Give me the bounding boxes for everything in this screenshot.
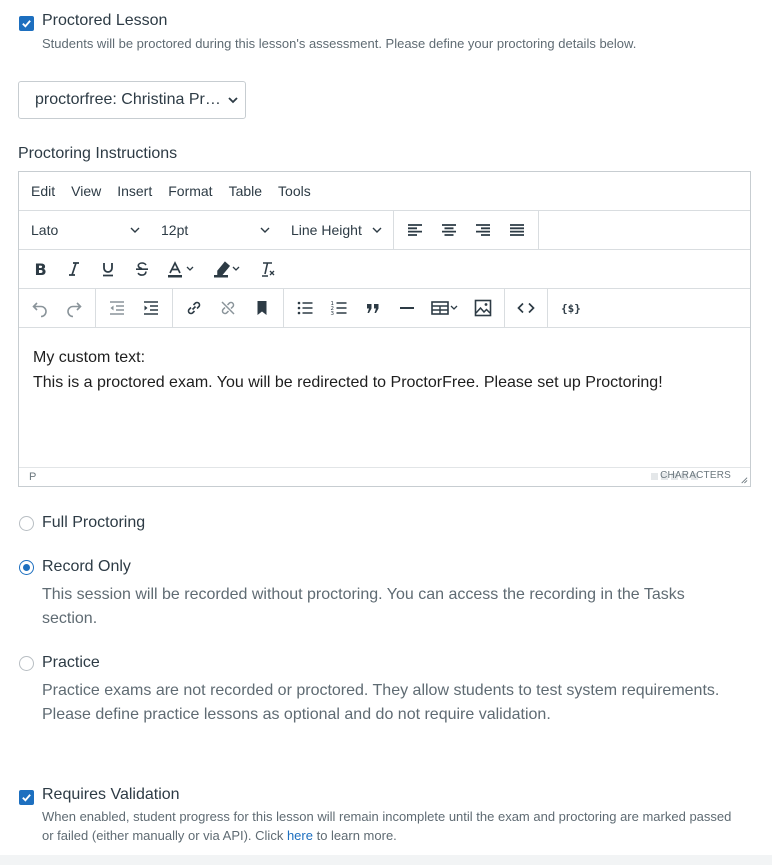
menu-insert[interactable]: Insert: [117, 183, 153, 199]
link-icon: [185, 299, 203, 317]
text-color-icon: [167, 260, 195, 278]
italic-button[interactable]: [57, 250, 91, 288]
quote-icon: [364, 299, 382, 317]
validation-description-suffix: to learn more.: [312, 828, 397, 843]
font-size-value: 12pt: [161, 222, 189, 238]
align-justify-button[interactable]: [500, 211, 534, 249]
redo-button[interactable]: [57, 289, 91, 327]
svg-text:3: 3: [330, 311, 334, 317]
page-footer-band: [0, 855, 772, 865]
requires-validation-description: [42, 807, 742, 845]
menu-table[interactable]: Table: [228, 183, 263, 199]
strikethrough-button[interactable]: [125, 250, 159, 288]
chevron-down-icon: [227, 94, 239, 106]
requires-validation-checkbox[interactable]: [19, 790, 34, 805]
proctor-select-value: proctorfree: Christina Pr…: [35, 91, 221, 108]
horizontal-rule-button[interactable]: [390, 289, 424, 327]
requires-validation-label: Requires Validation: [42, 786, 180, 803]
record-only-description: This session will be recorded without proctoring. You can access the recording in the Tasks section.: [42, 586, 685, 627]
source-code-button[interactable]: [509, 289, 543, 327]
editor-statusbar: [19, 468, 750, 485]
indent-button[interactable]: [134, 289, 168, 327]
editor-content[interactable]: [19, 328, 750, 468]
undo-icon: [31, 299, 49, 317]
chevron-down-icon: [371, 224, 383, 236]
font-family-select[interactable]: [19, 211, 149, 249]
outdent-button[interactable]: [100, 289, 134, 327]
align-right-icon: [474, 221, 492, 239]
bookmark-icon: [253, 299, 271, 317]
code-group: [505, 289, 548, 327]
font-family-value: Lato: [31, 222, 59, 238]
numbered-list-icon: [330, 299, 348, 317]
redo-icon: [65, 299, 83, 317]
chevron-down-icon: [129, 224, 141, 236]
learn-more-link[interactable]: here: [286, 828, 313, 843]
chevron-down-icon: [259, 224, 271, 236]
radio-full-proctoring[interactable]: [19, 516, 34, 531]
character-count-label: CHARACTERS: [660, 470, 731, 481]
underline-icon: [99, 260, 117, 278]
bold-icon: [31, 260, 49, 278]
code-icon: [517, 299, 535, 317]
proctored-lesson-checkbox[interactable]: [19, 16, 34, 31]
link-group: [173, 289, 284, 327]
menu-tools[interactable]: Tools: [278, 183, 311, 199]
radio-record-only[interactable]: [19, 560, 34, 575]
numbered-list-button[interactable]: [322, 289, 356, 327]
align-center-icon: [440, 221, 458, 239]
insert-link-button[interactable]: [177, 289, 211, 327]
svg-text:{$}: {$}: [561, 302, 581, 315]
editor-menubar: [19, 172, 750, 211]
line-height-select[interactable]: [279, 211, 393, 249]
bold-button[interactable]: [23, 250, 57, 288]
validation-description-text: When enabled, student progress for this lesson will remain incomplete until the exam and proctoring are marked passed or failed (either manually or via API). Click: [42, 809, 732, 843]
align-justify-icon: [508, 221, 526, 239]
variable-braces-icon: [560, 299, 581, 317]
toolbar-row-insert: [19, 289, 750, 328]
resize-handle-icon[interactable]: [739, 475, 748, 484]
content-line: This is a proctored exam. You will be redirected to ProctorFree. Please set up Proctoring!: [33, 374, 663, 391]
insert-variable-button[interactable]: [552, 289, 586, 327]
svg-text:B: B: [34, 260, 47, 279]
highlight-icon: [213, 260, 241, 278]
toolbar-row-format: [19, 211, 750, 250]
radio-practice[interactable]: [19, 656, 34, 671]
align-left-button[interactable]: [398, 211, 432, 249]
indent-icon: [142, 299, 160, 317]
practice-description: Practice exams are not recorded or proctored. They allow students to test system requirements. Please define practice lessons as optional and do not require validation.: [42, 682, 720, 723]
horizontal-rule-icon: [398, 299, 416, 317]
highlight-color-button[interactable]: [203, 250, 251, 288]
table-button[interactable]: [424, 289, 466, 327]
element-path: P: [29, 470, 37, 483]
bookmark-button[interactable]: [245, 289, 279, 327]
block-group: [284, 289, 505, 327]
full-proctoring-label: Full Proctoring: [42, 514, 146, 531]
text-color-button[interactable]: [159, 250, 203, 288]
image-icon: [474, 299, 492, 317]
instructions-label: Proctoring Instructions: [18, 145, 178, 162]
svg-text:2: 2: [330, 306, 334, 312]
clear-formatting-icon: [259, 260, 277, 278]
bullet-list-button[interactable]: [288, 289, 322, 327]
menu-edit[interactable]: Edit: [31, 183, 56, 199]
record-only-label: Record Only: [42, 558, 131, 575]
strikethrough-icon: [133, 260, 151, 278]
unlink-icon: [219, 299, 237, 317]
svg-text:1: 1: [330, 301, 334, 307]
underline-button[interactable]: [91, 250, 125, 288]
blockquote-button[interactable]: [356, 289, 390, 327]
indent-group: [96, 289, 173, 327]
proctored-lesson-label: Proctored Lesson: [42, 12, 168, 29]
proctor-select[interactable]: [18, 81, 246, 119]
align-right-button[interactable]: [466, 211, 500, 249]
unlink-button[interactable]: [211, 289, 245, 327]
undo-button[interactable]: [23, 289, 57, 327]
align-center-button[interactable]: [432, 211, 466, 249]
text-style-group: [19, 250, 289, 288]
checkmark-icon: [21, 18, 32, 29]
table-icon: [431, 299, 459, 317]
history-group: [19, 289, 96, 327]
italic-icon: [65, 260, 83, 278]
content-line: My custom text:: [33, 349, 146, 366]
toolbar-row-styles: [19, 250, 750, 289]
alignment-group: [394, 211, 539, 249]
font-size-select[interactable]: [149, 211, 279, 249]
checkmark-icon: [21, 792, 32, 803]
insert-image-button[interactable]: [466, 289, 500, 327]
line-height-value: Line Height: [291, 222, 362, 238]
outdent-icon: [108, 299, 126, 317]
proctored-lesson-description: Students will be proctored during this lesson's assessment. Please define your proctoring details below.: [42, 36, 637, 51]
clear-formatting-button[interactable]: [251, 250, 285, 288]
menu-format[interactable]: Format: [168, 183, 213, 199]
rich-text-editor: [18, 171, 751, 487]
font-controls: [19, 211, 394, 249]
practice-label: Practice: [42, 654, 100, 671]
menu-view[interactable]: View: [71, 183, 102, 199]
align-left-icon: [406, 221, 424, 239]
template-group: [548, 289, 590, 327]
bullet-list-icon: [296, 299, 314, 317]
